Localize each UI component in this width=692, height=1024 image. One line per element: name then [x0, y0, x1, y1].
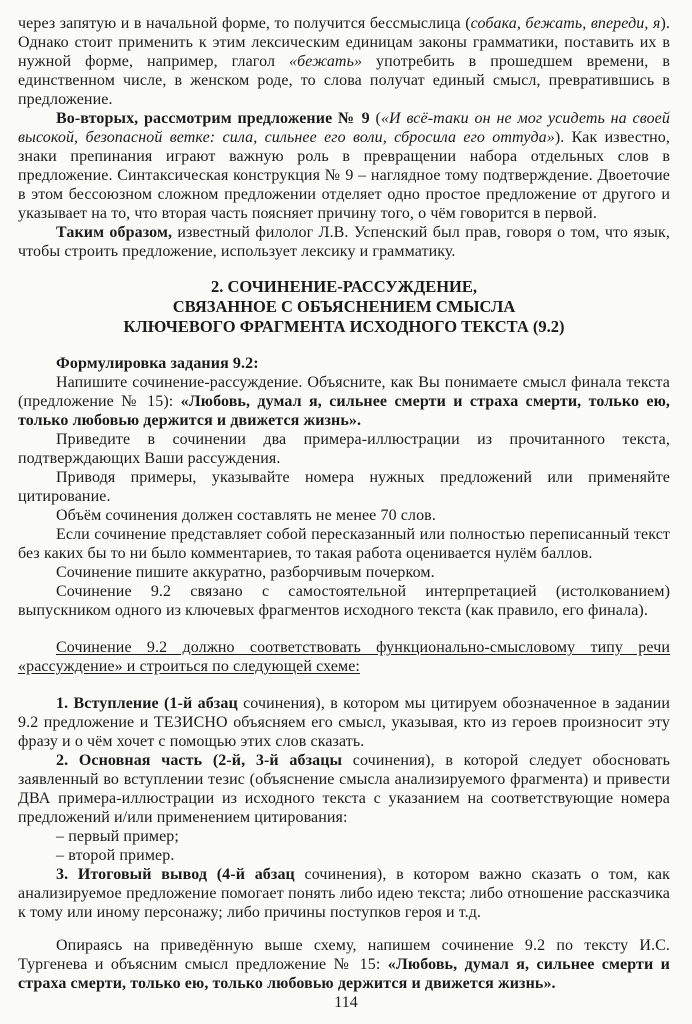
- scheme-example-1: [18, 827, 670, 846]
- text-run: 2. Основная часть (2-й, 3-й абзацы: [56, 752, 353, 769]
- scheme-conclusion: [18, 865, 670, 922]
- text-run: сочинения), в котором мы цитируем обозначенное в задании 9.2 предложение и ТЕЗИСНО объясняем его смысл, указывая, кто из героев произносит эту фразу и о чём хочет с помощью этих слов сказать.: [18, 695, 671, 750]
- scheme-example-2: [18, 846, 670, 865]
- task-formulation-heading: [18, 354, 670, 373]
- text-run: «Любовь, думал я, сильнее смерти и страха смерти, только ею, только любовью держится и движется жизнь».: [18, 956, 670, 992]
- text-run: Сочинение 9.2 связано с самостоятельной интерпретацией (истолкованием) выпускником одного из ключевых фрагментов исходного текста (как правило, его финала).: [18, 583, 670, 619]
- text-run: «бежать»: [289, 53, 363, 70]
- text-run: Опираясь на приведённую выше схему, напишем сочинение 9.2 по тексту И.С. Тургенева и объясним смысл предложение № 15:: [18, 937, 670, 973]
- text-run: Приведите в сочинении два примера-иллюстрации из прочитанного текста, подтверждающих Ваши рассуждения.: [18, 431, 670, 467]
- text-run: Если сочинение представляет собой пересказанный или полностью переписанный текст без каких бы то ни было комментариев, то такая работа оценивается нулём баллов.: [18, 526, 670, 562]
- text-run: «И всё-таки он не мог усидеть на своей высокой, безопасной ветке: сила, сильнее его воли, сбросила его оттуда»: [18, 110, 670, 146]
- text-run: употребить в прошедшем времени, в единственном числе, в женском роде, то слова получат единый смысл, превратившись в предложение.: [18, 53, 670, 108]
- task-handwriting: [18, 563, 670, 582]
- scheme-introduction: [18, 694, 670, 751]
- task-examples: [18, 430, 670, 468]
- text-run: (: [375, 110, 381, 127]
- text-run: собака, бежать, впереди, я: [470, 15, 661, 32]
- task-interpretation: [18, 582, 670, 620]
- heading-line: 2. СОЧИНЕНИЕ-РАССУЖДЕНИЕ,: [210, 277, 478, 296]
- text-run: Приводя примеры, указывайте номера нужных предложений или применяйте цитирование.: [18, 469, 670, 505]
- text-run: 1. Вступление (1-й абзац: [56, 695, 244, 712]
- text-run: – первый пример;: [56, 828, 179, 845]
- page-number: 114: [334, 994, 358, 1011]
- text-run: Во-вторых, рассмотрим предложение № 9: [56, 110, 376, 127]
- task-zero-score: [18, 525, 670, 563]
- closing-paragraph: [18, 936, 670, 993]
- para-continuation: [18, 14, 670, 109]
- text-run: ). Однако стоит применить к этим лексическим единицам законы грамматики, поставить их в нужной форме, например, глагол: [18, 15, 670, 70]
- heading-line: КЛЮЧЕВОГО ФРАГМЕНТА ИСХОДНОГО ТЕКСТА (9.2): [123, 317, 565, 336]
- text-run: 3. Итоговый вывод (4-й абзац: [56, 866, 305, 883]
- scheme-main-part: [18, 751, 670, 827]
- para-conclusion: [18, 223, 670, 261]
- heading-line: СВЯЗАННОЕ С ОБЪЯСНЕНИЕМ СМЫСЛА: [172, 297, 516, 316]
- text-run: сочинения), в котором важно сказать о том, как анализируемое предложение помогает понять либо идею текста; либо отношение рассказчика к тому или иному персонажу; либо причины поступков героя и т.д.: [18, 866, 670, 921]
- text-run: Таким образом,: [56, 224, 178, 241]
- task-volume: [18, 506, 670, 525]
- essay-scheme-intro: [18, 638, 670, 676]
- text-run: Сочинение пишите аккуратно, разборчивым почерком.: [56, 564, 435, 581]
- text-run: ). Как известно, знаки препинания играют важную роль в превращении набора отдельных слов в предложение. Синтаксическая конструкция № 9 – наглядное тому подтверждение. Двоеточие в этом бессоюзном сложном предложении отделяет одно простое предложение от другого и указывает на то, что вторая часть поясняет причину того, о чём говорится в первой.: [18, 129, 671, 222]
- task-text: [18, 373, 670, 430]
- text-run: Напишите сочинение-рассуждение. Объясните, как Вы понимаете смысл финала текста (предложение № 15):: [18, 374, 670, 410]
- text-run: сочинения), в которой следует обосновать заявленный во вступлении тезис (объяснение смысла анализируемого фрагмента) и привести ДВА примера-иллюстрации из исходного текста с указанием на соответствующие номера предложений и/или применением цитирования:: [18, 752, 671, 826]
- para-secondly: [18, 109, 670, 223]
- text-run: через запятую и в начальной форме, то получится бессмыслица (: [18, 15, 471, 32]
- section-heading: [18, 277, 670, 337]
- text-run: Формулировка задания 9.2:: [56, 355, 259, 372]
- text-run: «Любовь, думал я, сильнее смерти и страха смерти, только ею, только любовью держится и движется жизнь».: [18, 393, 671, 429]
- text-run: Сочинение 9.2 должно соответствовать функционально-смысловому типу речи «рассуждение» и строиться по следующей схеме:: [18, 639, 670, 675]
- text-run: – второй пример.: [56, 847, 175, 864]
- task-citation: [18, 468, 670, 506]
- text-run: Объём сочинения должен составлять не менее 70 слов.: [56, 507, 436, 524]
- text-run: известный филолог Л.В. Успенский был прав, говоря о том, что язык, чтобы строить предложение, использует лексику и грамматику.: [18, 224, 670, 260]
